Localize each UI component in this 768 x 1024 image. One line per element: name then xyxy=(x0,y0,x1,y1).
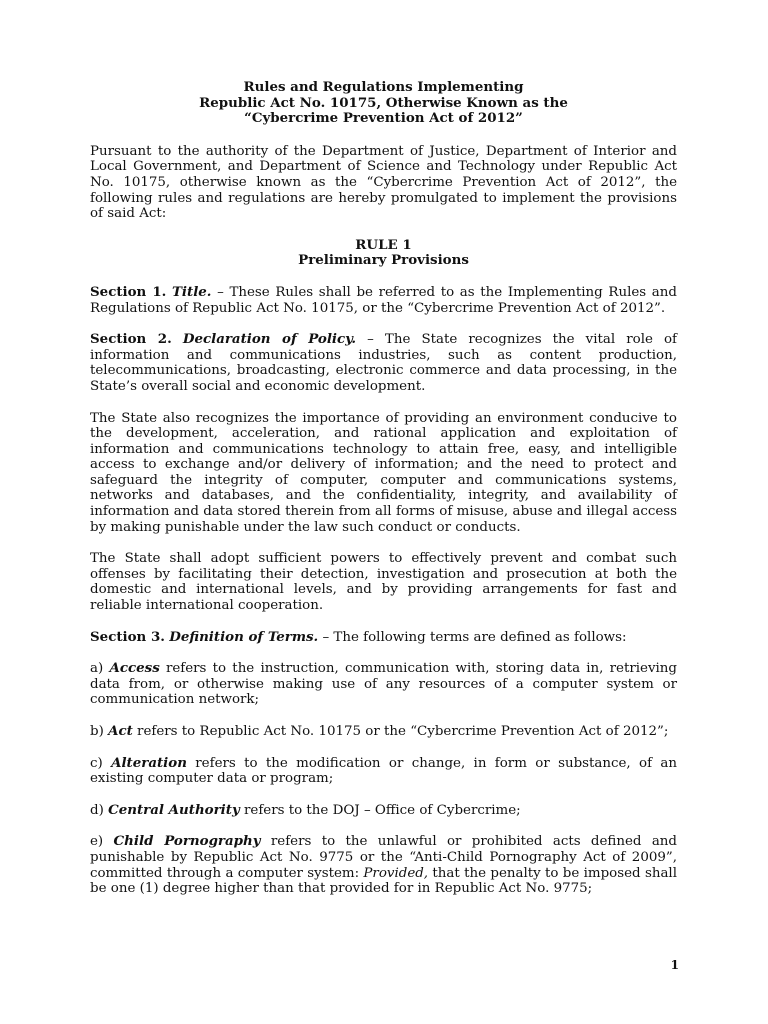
section-3-paragraph xyxy=(90,630,677,646)
section-1-label: Section 1. xyxy=(90,283,167,300)
document-title xyxy=(90,80,677,127)
definition-text: refers to the unlawful or prohibited acts defined and punishable by Republic Act No. 9775 or the “Anti-Child Pornography Act of 2009”, committed through a computer system: xyxy=(90,834,678,881)
section-1-text: – These Rules shall be referred to as the Implementing Rules and Regulations of Republic Act No. 10175, or the “Cybercrime Prevention Act of 2012”. xyxy=(90,284,677,316)
definition-term: Access xyxy=(109,660,160,677)
section-2-paragraph xyxy=(90,332,677,394)
section-2-label: Section 2. xyxy=(90,331,172,348)
definition-letter: d) xyxy=(90,802,109,818)
section-1-paragraph xyxy=(90,285,677,316)
definition-alteration xyxy=(90,756,677,787)
title-line-3: “Cybercrime Prevention Act of 2012” xyxy=(244,110,523,127)
rule-heading xyxy=(90,238,677,269)
page-number: 1 xyxy=(670,958,679,972)
definition-text-after: that the penalty to be imposed shall be one (1) degree higher than that provided for in Republic Act No. 9775; xyxy=(90,865,677,897)
definition-text: refers to the instruction, communication with, storing data in, retrieving data from, or otherwise making use of any resources of a computer system or communication network; xyxy=(90,661,678,708)
definition-text: refers to Republic Act No. 10175 or the “Cybercrime Prevention Act of 2012”; xyxy=(132,724,669,739)
definition-letter: a) xyxy=(90,661,110,677)
section-3-title: Definition of Terms. xyxy=(169,628,319,645)
preamble-paragraph: Pursuant to the authority of the Department of Justice, Department of Interior and Local Government, and Department of Science and Technology under Republic Act No. 10175, otherwise known as the “Cybercrime Prevention Act of 2012”, the following rules and regulations are hereby promulgated to implement the provisions of said Act: xyxy=(90,143,677,222)
definition-letter: e) xyxy=(90,834,114,850)
definition-child-pornography xyxy=(90,834,677,896)
document-page xyxy=(90,80,677,913)
section-2-title: Declaration of Policy. xyxy=(182,331,357,348)
definition-emphasis: Provided, xyxy=(363,865,429,881)
section-2-text: – The State recognizes the vital role of information and communications industries, such as content production, telecommunications, broadcasting, electronic commerce and data processing, in the State’s overall social and economic development. xyxy=(90,332,677,394)
definition-text: refers to the modification or change, in form or substance, of an existing computer data or program; xyxy=(90,755,677,787)
rule-name: Preliminary Provisions xyxy=(298,252,469,269)
section-2-paragraph-2: The State also recognizes the importance of providing an environment conducive to the development, acceleration, and rational application and exploitation of information and communications technology to attain free, easy, and intelligible access to exchange and/or delivery of information; and the need to protect and safeguard the integrity of computer, computer and communications systems, networks and databases, and the confidentiality, integrity, and availability of information and data stored therein from all forms of misuse, abuse and illegal access by making punishable under the law such conduct or conducts. xyxy=(90,410,677,535)
section-2-paragraph-3: The State shall adopt sufficient powers to effectively prevent and combat such offenses by facilitating their detection, investigation and prosecution at both the domestic and international levels, and by providing arrangements for fast and reliable international cooperation. xyxy=(90,551,677,614)
definition-access xyxy=(90,661,677,708)
section-3-label: Section 3. xyxy=(90,628,165,645)
definition-letter: b) xyxy=(90,724,109,739)
definition-central-authority xyxy=(90,803,677,819)
definition-term: Alteration xyxy=(111,754,187,771)
definition-text: refers to the DOJ – Office of Cybercrime; xyxy=(239,802,521,818)
definition-term: Central Authority xyxy=(108,801,240,818)
definition-act xyxy=(90,724,677,740)
title-line-1: Rules and Regulations Implementing xyxy=(243,79,524,95)
section-3-text: – The following terms are defined as follows: xyxy=(318,629,627,645)
rule-number: RULE 1 xyxy=(355,236,412,253)
definition-term: Child Pornography xyxy=(113,833,261,850)
definition-term: Act xyxy=(108,723,133,739)
section-1-title: Title. xyxy=(171,283,212,300)
title-line-2: Republic Act No. 10175, Otherwise Known as the xyxy=(199,94,568,111)
definition-letter: c) xyxy=(90,755,112,771)
